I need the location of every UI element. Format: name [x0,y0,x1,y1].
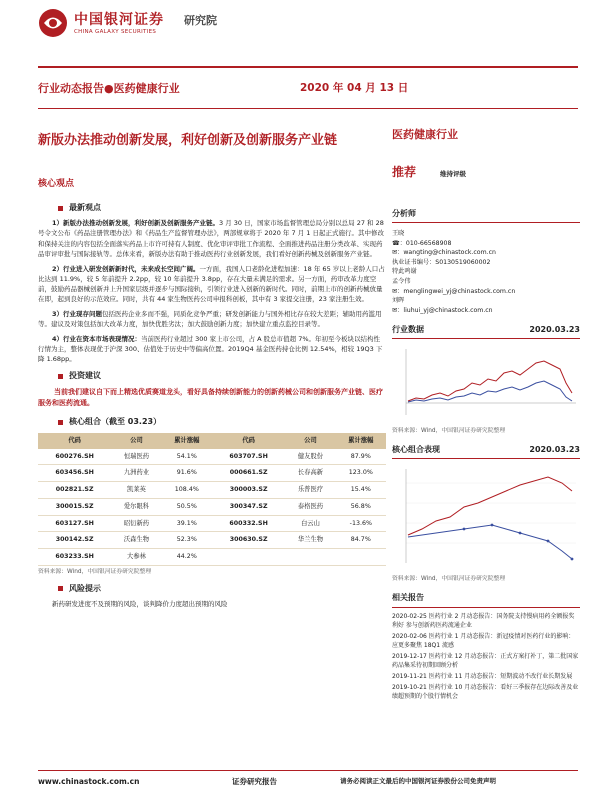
analyst-line: ☎：010-66568908 [392,239,452,247]
table-cell: 603233.SH [38,549,111,566]
table-cell: 爱尔眼科 [111,498,161,515]
logo-en-text: CHINA GALAXY SECURITIES [74,29,157,35]
table-cell: 沃森生物 [111,532,161,549]
table-cell: 39.1% [162,515,212,532]
main-content [38,196,386,614]
analyst-line: 刘晖 [392,297,405,305]
table-cell: 603127.SH [38,515,111,532]
report-title: 新版办法推动创新发展，利好创新及创新服务产业链 [38,133,338,148]
report-date: 2020 年 04 月 13 日 [300,82,409,94]
table-cell: 九洲药业 [111,465,161,482]
analyst-line: 特此鸣谢 [392,268,417,276]
table-cell: 600332.SH [212,515,285,532]
paragraph-4: 4）行业在资本市场表现情况：当前医药行业超过 300 家上市公司，占 A 股总市值超 7%。年初至今板块以结构性行情为主，整体表现优于沪深 300、估值处于历史中等偏高位置。2019Q4 基金医药持仓比例 12.54%，相较 19Q3 下降 1.68pp。 [38,335,383,364]
galaxy-logo-icon [38,8,68,38]
table-cell: 300003.SZ [212,482,285,499]
table-cell: 昭衍新药 [111,515,161,532]
table-cell: 华兰生物 [285,532,335,549]
table-cell: 300015.SZ [38,498,111,515]
table-cell: 002821.SZ [38,482,111,499]
table-row [38,465,386,482]
table-row [38,449,386,465]
chart1-source: 资料来源：Wind，中国银河证券研究院整理 [392,427,506,434]
table-cell: 603707.SH [212,449,285,465]
table-cell: 大参林 [111,549,161,566]
industry-data-header: 行业数据 2020.03.23 [392,324,580,339]
related-report-item[interactable]: 2019-11-21 医药行业 11 月动态报告：短期波动不改行业长期发展 [392,672,573,680]
logo-cn-text: 中国银河证券 [74,12,164,28]
analyst-line: 孟令伟 [392,278,411,286]
table-cell: 乐普医疗 [285,482,335,499]
square-bullet-icon [58,586,63,591]
table-cell: 54.1% [162,449,212,465]
paragraph-1: 1）新版办法推动创新发展，利好创新及创新服务产业链。3 月 30 日，国家市场监督管理总局分别以总局 27 和 28 号令文公布《药品注册管理办法》和《药品生产监督管理办法》，两部规章将于 2020 年 7 月 1 日起正式施行。其中修改和保持关注的内容包括全面落实药品上市许可持有人制度、优化审评审批工作流程、全面推进药品注册分类改革、实现药品审评审批与国际接轨等。总体来看，新版办法有助于推动医药行业创新发展，我们看好创新药械及创新服务产业链。 [38,219,384,258]
table-row [38,549,386,566]
sidebar [392,126,580,703]
table-cell: 凯莱英 [111,482,161,499]
table-body [38,449,386,566]
rating: 推荐 [392,165,417,180]
institute-label: 研究院 [184,14,217,27]
portfolio-performance-chart [392,463,580,573]
analyst-line: ✉：liuhui_yj@chinastock.com.cn [392,306,493,314]
table-cell: 84.7% [336,532,386,549]
square-bullet-icon [58,206,63,211]
footer-label: 证券研究报告 [232,777,277,786]
table-cell: 泰格医药 [285,498,335,515]
analyst-info [392,229,580,315]
related-report-item[interactable]: 2020-02-25 医药行业 2 月动态报告：国务院支持慢病用药全额报奖利好 参与创新药医药流通企业 [392,612,575,629]
footer-divider [38,770,578,771]
square-bullet-icon [58,374,63,379]
portfolio-table [38,433,386,566]
related-report-item[interactable]: 2019-10-21 医药行业 10 月动态报告：看好三季报存在边际改善及业绩超预期的个股行情机会 [392,683,579,700]
table-cell: 108.4% [162,482,212,499]
footer-url[interactable]: www.chinastock.com.cn [38,777,140,786]
analyst-line: ✉：wangting@chinastock.com.cn [392,249,496,257]
risk-text: 新药研发进度不及预期的风险，谈判降价力度超出预期的风险 [52,600,228,609]
header-divider-bottom [38,108,578,109]
table-source: 资料来源：Wind，中国银河证券研究院整理 [38,568,152,575]
analyst-line: 执业证书编号：S0130519060002 [392,258,491,266]
header-divider [38,66,578,68]
table-cell: 52.3% [162,532,212,549]
table-cell: 000661.SZ [212,465,285,482]
related-report-item[interactable]: 2019-12-17 医药行业 12 月动态报告：正式方案打补丁，第二批国家药品集采待初期回顾分析 [392,652,579,669]
table-row [38,498,386,515]
portfolio-perf-header: 核心组合表现 2020.03.23 [392,444,580,459]
paragraph-3: 3）行业现存问题包括医药企业多而不强，同质化竞争严重；研发创新能力与国外相比存在较大差距；辅助用药滥用等。建议及对策包括加大改革力度，加快优胜劣汰；加大鼓励创新力度；加快建立重点监控目录等。 [38,309,382,328]
table-cell: 长春高新 [285,465,335,482]
table-row [38,515,386,532]
square-bullet-icon [58,420,63,425]
table-cell: 15.4% [336,482,386,499]
table-cell: 50.5% [162,498,212,515]
paragraph-2: 2）行业进入研发创新新时代，未来成长空间广阔。一方面，我国人口老龄化进程加速：18 年 65 岁以上老龄人口占比达到 11.9%，较 5 年前提升 2.2pp，较 10 年前提升 3.8pp，存在大量未满足的需求。另一方面，药审改革力度空前，鼓励药品器械创新并上升国家层级并逐步与国际接轨，引领行业进入创新的新时代。同时，前期上市的创新药械放量在即，起到良好的示范效应。同时，共有 44 家生物医药公司申报科创板，其中有 3 家提交注册，23 家注册生效。 [38,264,385,303]
table-cell: 健友股份 [285,449,335,465]
table-header-row: 代码 公司 累计涨幅 代码 公司 累计涨幅 [38,433,386,449]
analyst-line: ✉：menglingwei_yj@chinastock.com.cn [392,287,516,295]
table-cell: 600276.SH [38,449,111,465]
rating-row [392,163,580,182]
report-type: 行业动态报告●医药健康行业 [38,82,180,95]
table-cell: -13.6% [336,515,386,532]
table-cell: 87.9% [336,449,386,465]
section-latest-views: 最新观点 [58,202,386,214]
company-logo [38,6,238,40]
table-cell [212,549,285,566]
chart2-source: 资料来源：Wind，中国银河证券研究院整理 [392,576,506,583]
table-cell: 300630.SZ [212,532,285,549]
table-cell: 603456.SH [38,465,111,482]
industry-name: 医药健康行业 [392,128,458,141]
table-cell [336,549,386,566]
section-risk: 风险提示 [58,583,386,595]
analyst-line: 王晓 [392,230,405,238]
rating-sub: 维持评级 [440,170,467,179]
related-report-item[interactable]: 2020-02-06 医药行业 1 月动态报告：新冠疫情对医药行业的影响：应更多聚焦 18Q1 流感 [392,632,575,649]
related-reports-list [392,612,580,701]
analyst-header: 分析师 [392,208,580,223]
core-label: 核心观点 [38,179,75,189]
table-row [38,532,386,549]
table-cell: 300347.SZ [212,498,285,515]
table-cell: 44.2% [162,549,212,566]
table-cell: 91.6% [162,465,212,482]
table-cell [285,549,335,566]
table-cell: 123.0% [336,465,386,482]
related-reports-header: 相关报告 [392,592,580,607]
table-cell: 白云山 [285,515,335,532]
footer-disclaimer: 请务必阅读正文最后的中国银河证券股份公司免责声明 [340,777,496,785]
investment-text: 当前我们建议自下而上精选优质赛道龙头，看好具备持续创新能力的创新药械公司和创新服务产业链、医疗服务和医药流通。 [38,387,383,408]
table-cell: 56.8% [336,498,386,515]
table-row [38,482,386,499]
section-investment: 投资建议 [58,370,386,382]
section-portfolio: 核心组合（截至 03.23） [58,416,386,428]
table-cell: 恒瑞医药 [111,449,161,465]
table-cell: 300142.SZ [38,532,111,549]
industry-index-chart [392,343,580,425]
